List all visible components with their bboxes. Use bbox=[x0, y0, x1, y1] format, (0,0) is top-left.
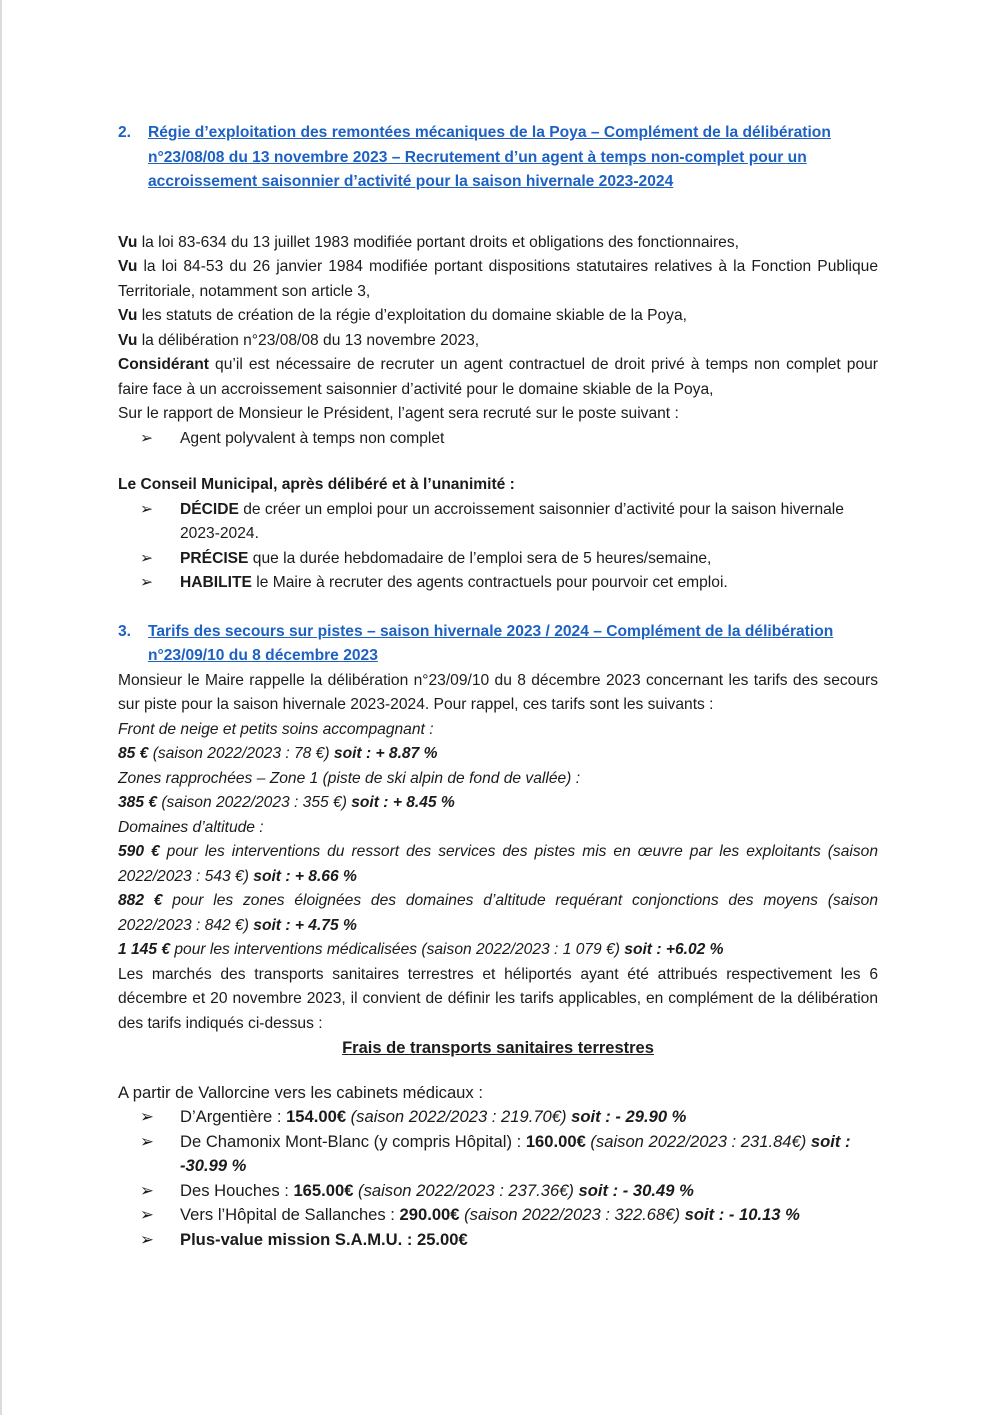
list-item: ➢ Des Houches : 165.00€ (saison 2022/2023 : 237.36€) soit : - 30.49 % bbox=[140, 1179, 878, 1204]
section-title-line: Tarifs des secours sur pistes – saison hivernale 2023 / 2024 – Complément de la délibération bbox=[148, 622, 834, 640]
list-item: ➢ De Chamonix Mont-Blanc (y compris Hôpital) : 160.00€ (saison 2022/2023 : 231.84€) soit : -30.99 % bbox=[140, 1131, 851, 1175]
list-item: ➢ Agent polyvalent à temps non complet bbox=[140, 427, 878, 452]
scan-edge bbox=[0, 0, 2, 1415]
list-item: ➢ HABILITE le Maire à recruter des agents contractuels pour pourvoir cet emploi. bbox=[140, 571, 878, 596]
arrowhead-bullet-icon: ➢ bbox=[140, 1107, 154, 1126]
arrowhead-bullet-icon: ➢ bbox=[140, 1229, 154, 1249]
tarif-line: 385 € (saison 2022/2023 : 355 €) soit : + 8.45 % bbox=[118, 794, 455, 811]
tarif-line: 85 € (saison 2022/2023 : 78 €) soit : + 8.87 % bbox=[118, 745, 438, 762]
arrowhead-bullet-icon: ➢ bbox=[140, 429, 154, 447]
visa-paragraph: Vu la délibération n°23/08/08 du 13 novembre 2023, bbox=[118, 331, 480, 349]
tarif-line: 590 € pour les interventions du ressort des services des pistes mis en œuvre par les exploitants (saison 2022/2023 : 543 €) soit : + 8.66 % bbox=[118, 843, 878, 885]
arrowhead-bullet-icon: ➢ bbox=[140, 549, 154, 567]
intro-paragraph: Monsieur le Maire rappelle la délibération n°23/09/10 du 8 décembre 2023 concernant les tarifs des secours sur piste pour la saison hivernale 2023-2024. Pour rappel, ces tarifs sont les suivants : bbox=[118, 671, 878, 713]
list-item: ➢ Plus-value mission S.A.M.U. : 25.00€ bbox=[140, 1228, 878, 1253]
considerant-paragraph: Considérant qu’il est nécessaire de recruter un agent contractuel de droit privé à temps non complet pour faire face à un accroissement saisonnier d’activité pour le domaine skiable de la Poya, bbox=[118, 356, 878, 398]
poste-list bbox=[118, 427, 878, 452]
section-2-title bbox=[118, 121, 878, 195]
arrowhead-bullet-icon: ➢ bbox=[140, 1131, 154, 1151]
marches-paragraph: Les marchés des transports sanitaires terrestres et héliportés ayant été attribués respectivement les 6 décembre et 20 novembre 2023, il convient de définir les tarifs applicables, en complément de la délibération des tarifs indiqués ci-dessus : bbox=[118, 965, 878, 1032]
transport-list bbox=[118, 1105, 878, 1252]
arrowhead-bullet-icon: ➢ bbox=[140, 1205, 154, 1224]
visa-paragraph: Vu la loi 84-53 du 26 janvier 1984 modifiée portant dispositions statutaires relatives à la Fonction Publique Territoriale, notamment son article 3, bbox=[118, 258, 878, 300]
list-item: ➢ PRÉCISE que la durée hebdomadaire de l’emploi sera de 5 heures/semaine, bbox=[140, 547, 878, 572]
tarif-category: Domaines d’altitude : bbox=[118, 818, 264, 836]
section-title-line: accroissement saisonnier d’activité pour la saison hivernale 2023-2024 bbox=[148, 173, 674, 190]
list-item: ➢ Vers l’Hôpital de Sallanches : 290.00€ (saison 2022/2023 : 322.68€) soit : - 10.13 % bbox=[140, 1203, 878, 1228]
tarif-category: Zones rapprochées – Zone 1 (piste de ski alpin de fond de vallée) : bbox=[118, 769, 581, 787]
visa-paragraph: Vu la loi 83-634 du 13 juillet 1983 modifiée portant droits et obligations des fonctionnaires, bbox=[118, 233, 739, 251]
frais-title: Frais de transports sanitaires terrestres bbox=[342, 1039, 654, 1057]
document-page bbox=[118, 121, 878, 1252]
section-title-line: n°23/08/08 du 13 novembre 2023 – Recrutement d’un agent à temps non-complet pour un bbox=[148, 148, 807, 166]
visa-paragraph: Vu les statuts de création de la régie d’exploitation du domaine skiable de la Poya, bbox=[118, 307, 687, 324]
tarif-category: Front de neige et petits soins accompagnant : bbox=[118, 720, 434, 738]
arrowhead-bullet-icon: ➢ bbox=[140, 1180, 154, 1200]
conseil-heading: Le Conseil Municipal, après délibéré et à l’unanimité : bbox=[118, 476, 515, 493]
list-item: ➢ D’Argentière : 154.00€ (saison 2022/2023 : 219.70€) soit : - 29.90 % bbox=[140, 1105, 878, 1130]
section-number: 3. bbox=[118, 622, 132, 640]
section-title-line: Régie d’exploitation des remontées mécaniques de la Poya – Complément de la délibération bbox=[148, 124, 831, 141]
section-3-title bbox=[118, 620, 878, 669]
list-item: ➢ DÉCIDE de créer un emploi pour un accroissement saisonnier d’activité pour la saison hivernale 2023-2024. bbox=[140, 498, 878, 547]
section-title-line: n°23/09/10 du 8 décembre 2023 bbox=[148, 647, 378, 664]
section-number: 2. bbox=[118, 124, 132, 141]
apartir-paragraph: A partir de Vallorcine vers les cabinets médicaux : bbox=[118, 1082, 483, 1102]
arrowhead-bullet-icon: ➢ bbox=[140, 574, 154, 591]
rapport-paragraph: Sur le rapport de Monsieur le Président, l’agent sera recruté sur le poste suivant : bbox=[118, 405, 679, 422]
decision-list bbox=[118, 498, 878, 596]
tarif-line: 882 € pour les zones éloignées des domaines d’altitude requérant conjonctions des moyens (saison 2022/2023 : 842 €) soit : + 4.75 % bbox=[118, 892, 878, 934]
tarif-line: 1 145 € pour les interventions médicalisées (saison 2022/2023 : 1 079 €) soit : +6.02 % bbox=[118, 941, 724, 958]
arrowhead-bullet-icon: ➢ bbox=[140, 500, 154, 518]
